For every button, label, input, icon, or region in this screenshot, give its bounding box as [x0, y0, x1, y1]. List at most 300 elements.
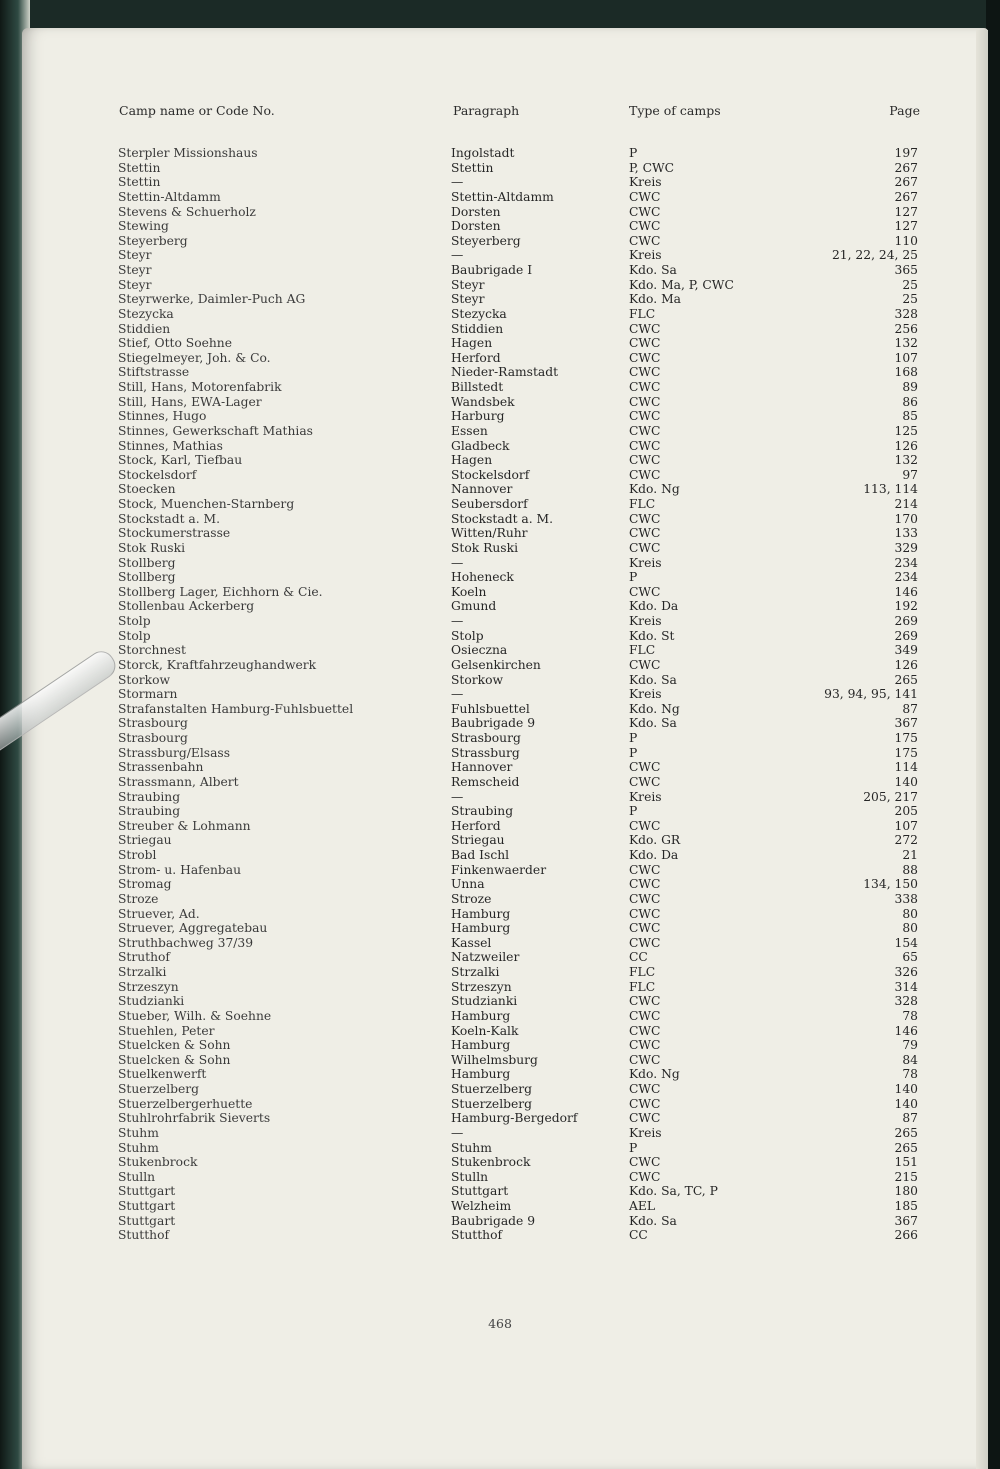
camp-name-cell: Strassenbahn	[118, 760, 204, 775]
type-cell: CWC	[629, 1038, 661, 1053]
type-cell: Kdo. Da	[629, 599, 679, 614]
paragraph-cell: Hagen	[451, 336, 493, 351]
table-row	[0, 1228, 1000, 1243]
paragraph-cell: Stuhm	[451, 1140, 492, 1155]
paragraph-cell: Strasbourg	[451, 731, 521, 745]
table-row	[0, 965, 1000, 980]
table-row	[0, 570, 1000, 585]
camp-name-cell: Still, Hans, EWA-Lager	[118, 394, 262, 409]
camp-name-cell: Strzalki	[118, 965, 167, 979]
type-cell: CWC	[629, 584, 661, 599]
type-cell: CWC	[629, 438, 661, 453]
paragraph-cell: Studzianki	[451, 994, 518, 1009]
page-cell: 265	[894, 1140, 918, 1155]
paragraph-cell: —	[451, 175, 464, 190]
paragraph-cell: Steyr	[451, 277, 485, 292]
camp-name-cell: Struthof	[118, 950, 170, 965]
page-cell: 133	[894, 526, 918, 541]
paragraph-cell: Koeln-Kalk	[451, 1023, 519, 1038]
paragraph-cell: Storkow	[451, 672, 504, 687]
paragraph-cell: —	[451, 555, 464, 570]
camp-name-cell: Stromag	[118, 877, 172, 892]
table-row	[0, 175, 1000, 190]
type-cell: CWC	[629, 994, 661, 1009]
table-row	[0, 468, 1000, 483]
page-cell: 78	[902, 1067, 918, 1082]
table-row	[0, 219, 1000, 234]
camp-name-cell: Stockumerstrasse	[118, 526, 231, 541]
paragraph-cell: Stukenbrock	[451, 1155, 531, 1170]
paragraph-cell: Hannover	[451, 760, 513, 775]
camp-name-cell: Stettin-Altdamm	[118, 189, 221, 204]
table-row	[0, 161, 1000, 176]
paragraph-cell: Baubrigade I	[451, 263, 533, 277]
paragraph-cell: Stutthof	[451, 1228, 503, 1243]
type-cell: CWC	[629, 921, 661, 936]
table-row	[0, 1009, 1000, 1024]
table-row	[0, 599, 1000, 614]
type-cell: Kreis	[629, 614, 662, 628]
page-cell: 79	[902, 1038, 918, 1053]
header-paragraph: Paragraph	[453, 103, 520, 118]
page-cell: 110	[894, 233, 918, 248]
camp-name-cell: Stock, Muenchen-Starnberg	[118, 497, 295, 511]
table-row	[0, 760, 1000, 775]
page-cell: 267	[894, 160, 918, 175]
paragraph-cell: Baubrigade 9	[451, 716, 536, 731]
paragraph-cell: Stuerzelberg	[451, 1082, 533, 1096]
page-cell: 140	[894, 1082, 918, 1096]
page-cell: 154	[894, 935, 918, 950]
type-cell: CWC	[629, 1052, 661, 1067]
table-row	[0, 1067, 1000, 1082]
camp-name-cell: Steyerberg	[118, 233, 188, 248]
page-cell: 80	[902, 906, 918, 921]
page-cell: 180	[894, 1184, 918, 1199]
table-row	[0, 497, 1000, 512]
table-row	[0, 921, 1000, 936]
type-cell: CWC	[629, 877, 661, 892]
camp-name-cell: Stiddien	[118, 321, 171, 336]
page-cell: 85	[902, 409, 918, 424]
type-cell: Kdo. Sa	[629, 1213, 677, 1228]
type-cell: P	[629, 146, 638, 160]
table-row	[0, 833, 1000, 848]
type-cell: CWC	[629, 760, 661, 775]
table-row	[0, 1126, 1000, 1141]
paragraph-cell: —	[451, 1125, 464, 1140]
type-cell: Kdo. Ng	[629, 701, 680, 716]
page-cell: 88	[902, 862, 918, 877]
type-cell: CWC	[629, 336, 661, 351]
table-row	[0, 716, 1000, 731]
page-cell: 151	[894, 1155, 918, 1170]
page-cell: 269	[894, 628, 918, 643]
table-row	[0, 1082, 1000, 1097]
camp-name-cell: Stuelcken & Sohn	[118, 1038, 231, 1053]
table-row	[0, 775, 1000, 790]
camp-name-cell: Stinnes, Hugo	[118, 409, 207, 424]
paragraph-cell: Stulln	[451, 1169, 489, 1184]
camp-name-cell: Stutthof	[118, 1228, 170, 1243]
camp-name-cell: Stueber, Wilh. & Soehne	[118, 1008, 272, 1023]
camp-name-cell: Stettin	[118, 160, 161, 175]
table-row	[0, 482, 1000, 497]
camp-name-cell: Strassmann, Albert	[118, 774, 239, 789]
page-cell: 265	[894, 1125, 918, 1140]
camp-name-cell: Stuelcken & Sohn	[118, 1052, 231, 1067]
page-cell: 87	[902, 1111, 918, 1126]
camp-name-cell: Stuehlen, Peter	[118, 1023, 215, 1038]
paragraph-cell: Herford	[451, 350, 501, 365]
page-cell: 205, 217	[863, 789, 918, 804]
page-cell: 272	[894, 833, 918, 848]
page-cell: 338	[894, 891, 918, 906]
camp-name-cell: Striegau	[118, 833, 172, 848]
type-cell: CWC	[629, 350, 661, 365]
type-cell: Kreis	[629, 789, 662, 804]
type-cell: CC	[629, 1228, 648, 1243]
page-cell: 93, 94, 95, 141	[824, 687, 918, 702]
page-cell: 205	[894, 804, 918, 819]
paragraph-cell: Stiddien	[451, 321, 504, 336]
camp-name-cell: Stroze	[118, 891, 159, 906]
page-cell: 197	[894, 146, 918, 160]
paragraph-cell: Finkenwaerder	[451, 862, 547, 877]
type-cell: CWC	[629, 467, 661, 482]
camp-name-cell: Steyrwerke, Daimler-Puch AG	[118, 292, 306, 307]
type-cell: CWC	[629, 394, 661, 409]
type-cell: FLC	[629, 643, 656, 658]
camp-name-cell: Stuelkenwerft	[118, 1067, 207, 1082]
camp-name-cell: Stiegelmeyer, Joh. & Co.	[118, 350, 271, 365]
type-cell: CWC	[629, 1008, 661, 1023]
camp-name-cell: Strzeszyn	[118, 979, 179, 994]
page-cell: 329	[894, 540, 918, 555]
paragraph-cell: Stuerzelberg	[451, 1096, 533, 1111]
type-cell: CWC	[629, 1023, 661, 1038]
type-cell: Kreis	[629, 175, 662, 190]
type-cell: Kdo. Sa	[629, 672, 677, 687]
page-cell: 107	[894, 350, 918, 365]
page-cell: 170	[894, 511, 918, 526]
paragraph-cell: Stockstadt a. M.	[451, 511, 554, 526]
table-row	[0, 541, 1000, 556]
camp-name-cell: Strobl	[118, 848, 157, 862]
page-cell: 127	[894, 204, 918, 219]
page-cell: 140	[894, 774, 918, 789]
table-row	[0, 234, 1000, 249]
camp-name-cell: Strom- u. Hafenbau	[118, 862, 242, 877]
paragraph-cell: Gmund	[451, 599, 497, 614]
type-cell: P	[629, 731, 638, 745]
camp-name-cell: Storkow	[118, 672, 171, 687]
page-cell: 89	[902, 380, 918, 394]
table-row	[0, 248, 1000, 263]
table-row	[0, 1170, 1000, 1185]
paragraph-cell: Hamburg	[451, 906, 511, 921]
camp-name-cell: Stok Ruski	[118, 540, 186, 555]
paragraph-cell: Stolp	[451, 628, 484, 643]
table-row	[0, 526, 1000, 541]
table-row	[0, 994, 1000, 1009]
page-cell: 134, 150	[863, 877, 918, 892]
type-cell: Kreis	[629, 1125, 662, 1140]
camp-name-cell: Stinnes, Gewerkschaft Mathias	[118, 423, 313, 438]
paragraph-cell: Ingolstadt	[451, 146, 515, 160]
camp-name-cell: Stuttgart	[118, 1184, 176, 1199]
paragraph-cell: Osieczna	[451, 643, 508, 658]
table-row	[0, 307, 1000, 322]
camp-name-cell: Stockstadt a. M.	[118, 511, 221, 526]
paragraph-cell: Koeln	[451, 584, 487, 599]
camp-name-cell: Stuhm	[118, 1140, 159, 1155]
camp-name-cell: Stollberg	[118, 570, 176, 585]
paragraph-cell: Wandsbek	[451, 394, 515, 409]
type-cell: CWC	[629, 189, 661, 204]
table-row	[0, 819, 1000, 834]
page-cell: 185	[894, 1199, 918, 1213]
type-cell: Kdo. St	[629, 628, 675, 643]
type-cell: CWC	[629, 906, 661, 921]
type-cell: CWC	[629, 1155, 661, 1170]
type-cell: P, CWC	[629, 160, 675, 175]
page-cell: 269	[894, 614, 918, 628]
type-cell: Kdo. Da	[629, 848, 679, 862]
table-row	[0, 585, 1000, 600]
page-cell: 126	[894, 438, 918, 453]
type-cell: AEL	[629, 1199, 656, 1213]
paragraph-cell: Stettin-Altdamm	[451, 189, 554, 204]
table-row	[0, 629, 1000, 644]
table-row	[0, 731, 1000, 746]
type-cell: P	[629, 570, 638, 585]
page-cell: 215	[894, 1169, 918, 1184]
paragraph-cell: Straubing	[451, 804, 514, 819]
table-row	[0, 336, 1000, 351]
type-cell: CWC	[629, 935, 661, 950]
camp-name-cell: Stollenbau Ackerberg	[118, 599, 255, 614]
camp-name-cell: Stezycka	[118, 306, 174, 321]
page-cell: 367	[894, 1213, 918, 1228]
column-header	[0, 103, 1000, 121]
paragraph-cell: Strassburg	[451, 745, 520, 760]
page-cell: 146	[894, 584, 918, 599]
table-row	[0, 804, 1000, 819]
index-table	[0, 146, 1000, 1243]
type-cell: CWC	[629, 862, 661, 877]
type-cell: CWC	[629, 1096, 661, 1111]
table-row	[0, 980, 1000, 995]
camp-name-cell: Straubing	[118, 804, 181, 819]
type-cell: Kdo. Ma, P, CWC	[629, 277, 734, 292]
camp-name-cell: Stormarn	[118, 687, 178, 702]
table-row	[0, 1141, 1000, 1156]
page-cell: 267	[894, 189, 918, 204]
camp-name-cell: Strafanstalten Hamburg-Fuhlsbuettel	[118, 701, 354, 716]
paragraph-cell: Natzweiler	[451, 950, 520, 965]
type-cell: CC	[629, 950, 648, 965]
camp-name-cell: Stettin	[118, 175, 161, 190]
page-cell: 192	[894, 599, 918, 614]
type-cell: CWC	[629, 380, 661, 394]
camp-name-cell: Stiftstrasse	[118, 365, 190, 380]
table-row	[0, 702, 1000, 717]
paragraph-cell: Kassel	[451, 935, 492, 950]
paragraph-cell: Harburg	[451, 409, 505, 424]
table-row	[0, 322, 1000, 337]
page-cell: 107	[894, 818, 918, 833]
camp-name-cell: Stollberg	[118, 555, 176, 570]
page-cell: 314	[894, 979, 918, 994]
page-cell: 256	[894, 321, 918, 336]
type-cell: FLC	[629, 965, 656, 979]
page-cell: 86	[902, 394, 918, 409]
paragraph-cell: Stuttgart	[451, 1184, 509, 1199]
camp-name-cell: Stief, Otto Soehne	[118, 336, 233, 351]
camp-name-cell: Steyr	[118, 277, 152, 292]
type-cell: CWC	[629, 321, 661, 336]
type-cell: P	[629, 804, 638, 819]
type-cell: FLC	[629, 979, 656, 994]
page-cell: 267	[894, 175, 918, 190]
paragraph-cell: Nannover	[451, 482, 513, 497]
paragraph-cell: Hoheneck	[451, 570, 514, 585]
page-cell: 168	[894, 365, 918, 380]
type-cell: CWC	[629, 233, 661, 248]
paragraph-cell: Steyerberg	[451, 233, 521, 248]
table-row	[0, 790, 1000, 805]
paragraph-cell: Hamburg	[451, 921, 511, 936]
table-row	[0, 643, 1000, 658]
camp-name-cell: Struever, Aggregatebau	[118, 921, 268, 936]
page-cell: 21	[902, 848, 918, 862]
table-row	[0, 365, 1000, 380]
paragraph-cell: Hamburg-Bergedorf	[451, 1111, 578, 1126]
type-cell: CWC	[629, 1082, 661, 1096]
paragraph-cell: Herford	[451, 818, 501, 833]
type-cell: Kdo. Sa	[629, 716, 677, 731]
camp-name-cell: Stuerzelberg	[118, 1082, 200, 1096]
type-cell: P	[629, 745, 638, 760]
page-cell: 132	[894, 336, 918, 351]
type-cell: FLC	[629, 497, 656, 511]
camp-name-cell: Steyr	[118, 263, 152, 277]
type-cell: CWC	[629, 204, 661, 219]
type-cell: CWC	[629, 511, 661, 526]
page-cell: 175	[894, 745, 918, 760]
table-row	[0, 658, 1000, 673]
table-row	[0, 848, 1000, 863]
camp-name-cell: Stuttgart	[118, 1213, 176, 1228]
page-cell: 214	[894, 497, 918, 511]
table-row	[0, 409, 1000, 424]
paragraph-cell: —	[451, 789, 464, 804]
table-row	[0, 1038, 1000, 1053]
table-row	[0, 673, 1000, 688]
table-row	[0, 1155, 1000, 1170]
paragraph-cell: Steyr	[451, 292, 485, 307]
camp-name-cell: Struthbachweg 37/39	[118, 935, 254, 950]
type-cell: P	[629, 1140, 638, 1155]
page-cell: 25	[902, 277, 918, 292]
type-cell: CWC	[629, 540, 661, 555]
table-row	[0, 190, 1000, 205]
table-row	[0, 424, 1000, 439]
paragraph-cell: Hamburg	[451, 1067, 511, 1082]
type-cell: Kreis	[629, 555, 662, 570]
page-cell: 140	[894, 1096, 918, 1111]
paragraph-cell: Unna	[451, 877, 485, 892]
camp-name-cell: Stollberg Lager, Eichhorn & Cie.	[118, 584, 323, 599]
table-row	[0, 278, 1000, 293]
paragraph-cell: Welzheim	[451, 1199, 512, 1213]
page-cell: 25	[902, 292, 918, 307]
type-cell: CWC	[629, 219, 661, 234]
type-cell: CWC	[629, 526, 661, 541]
type-cell: Kdo. Ng	[629, 482, 680, 497]
type-cell: Kreis	[629, 248, 662, 263]
camp-name-cell: Stock, Karl, Tiefbau	[118, 453, 243, 468]
table-row	[0, 380, 1000, 395]
paragraph-cell: Dorsten	[451, 204, 501, 219]
paragraph-cell: Stockelsdorf	[451, 467, 530, 482]
table-row	[0, 205, 1000, 220]
camp-name-cell: Strasbourg	[118, 716, 188, 731]
paragraph-cell: Gladbeck	[451, 438, 510, 453]
paragraph-cell: Hamburg	[451, 1008, 511, 1023]
type-cell: CWC	[629, 818, 661, 833]
paragraph-cell: Seubersdorf	[451, 497, 528, 511]
page-cell: 132	[894, 453, 918, 468]
type-cell: Kdo. Ng	[629, 1067, 680, 1082]
paragraph-cell: Dorsten	[451, 219, 501, 234]
type-cell: CWC	[629, 365, 661, 380]
camp-name-cell: Still, Hans, Motorenfabrik	[118, 380, 282, 394]
type-cell: CWC	[629, 774, 661, 789]
paragraph-cell: Witten/Ruhr	[451, 526, 528, 541]
paragraph-cell: —	[451, 687, 464, 702]
camp-name-cell: Struever, Ad.	[118, 906, 200, 921]
paragraph-cell: Billstedt	[451, 380, 504, 394]
table-row	[0, 351, 1000, 366]
paragraph-cell: —	[451, 614, 464, 628]
paragraph-cell: Strzeszyn	[451, 979, 512, 994]
page-cell: 97	[902, 467, 918, 482]
camp-name-cell: Stoecken	[118, 482, 176, 497]
table-row	[0, 746, 1000, 761]
table-row	[0, 146, 1000, 161]
table-row	[0, 950, 1000, 965]
paragraph-cell: Hamburg	[451, 1038, 511, 1053]
paragraph-cell: Stroze	[451, 891, 492, 906]
page-cell: 113, 114	[863, 482, 918, 497]
table-row	[0, 292, 1000, 307]
camp-name-cell: Storchnest	[118, 643, 186, 658]
table-row	[0, 263, 1000, 278]
camp-name-cell: Sterpler Missionshaus	[118, 146, 258, 160]
camp-name-cell: Straubing	[118, 789, 181, 804]
page-cell: 114	[894, 760, 918, 775]
table-row	[0, 863, 1000, 878]
page-cell: 328	[894, 306, 918, 321]
paragraph-cell: —	[451, 248, 464, 263]
paragraph-cell: Wilhelmsburg	[451, 1052, 538, 1067]
paragraph-cell: Strzalki	[451, 965, 500, 979]
table-row	[0, 1111, 1000, 1126]
page-cell: 146	[894, 1023, 918, 1038]
page-cell: 349	[894, 643, 918, 658]
